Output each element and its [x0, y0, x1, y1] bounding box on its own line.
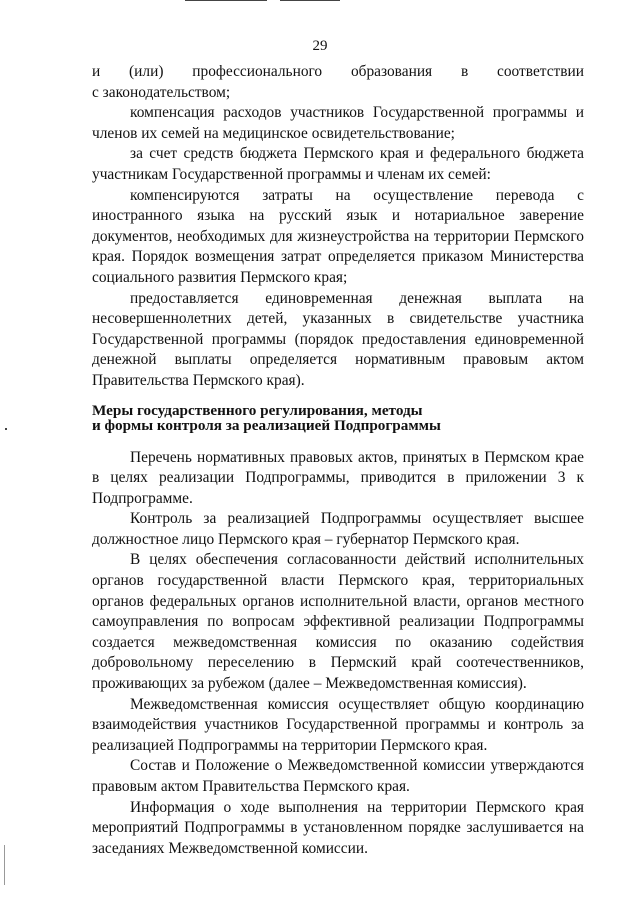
document-body — [92, 62, 584, 859]
scan-edge-line — [280, 0, 340, 1]
paragraph: В целях обеспечения согласованности действий исполнительных органов государственной власти Пермского края, территориальных органов федеральных органов исполнительной власти, органов местного самоуправления по вопросам эффективной реализации Подпрограммы создается межведомственная комиссия по оказанию содействия добровольному переселению в Пермский край соотечественников, проживающих за рубежом (далее – Межведомственная комиссия). — [92, 551, 584, 693]
paragraph: и (или) профессионального образования в соответствии — [92, 63, 584, 80]
section-heading-line: и формы контроля за реализацией Подпрограммы — [92, 417, 441, 434]
paragraph: Информация о ходе выполнения на территории Пермского края мероприятий Подпрограммы в установленном порядке заслушивается на заседаниях Межведомственной комиссии. — [92, 798, 584, 857]
paragraph: Состав и Положение о Межведомственной комиссии утверждаются правовым актом Правительства Пермского края. — [92, 757, 584, 795]
paragraph: с законодательством; — [92, 83, 231, 101]
paragraph: предоставляется единовременная денежная выплата на несовершеннолетних детей, указанных в свидетельстве участника Государственной программы (порядок предоставления единовременной денежной выплаты определяется нормативным правовым актом Правительства Пермского края). — [92, 289, 584, 389]
paragraph: компенсируются затраты на осуществление перевода с иностранного языка на русский язык и нотариальное заверение документов, необходимых для жизнеустройства на территории Пермского края. Порядок возмещения затрат определяется приказом Министерства социального развития Пермского края; — [92, 186, 584, 286]
scan-dot — [5, 428, 7, 430]
paragraph: за счет средств бюджета Пермского края и федерального бюджета участникам Государственной программы и членам их семей: — [92, 145, 584, 183]
page-number: 29 — [312, 38, 328, 54]
scan-edge-line — [185, 0, 267, 1]
section-heading — [92, 403, 584, 434]
paragraph: Контроль за реализацией Подпрограммы осуществляет высшее должностное лицо Пермского края – губернатор Пермского края. — [92, 510, 584, 548]
scan-edge-line — [4, 845, 5, 885]
section-heading-line: Меры государственного регулирования, методы — [92, 401, 423, 419]
paragraph: Перечень нормативных правовых актов, принятых в Пермском крае в целях реализации Подпрограммы, приводится в приложении 3 к Подпрограмме. — [92, 448, 584, 507]
paragraph: компенсация расходов участников Государственной программы и членов их семей на медицинское освидетельствование; — [92, 104, 584, 142]
paragraph: Межведомственная комиссия осуществляет общую координацию взаимодействия участников Государственной программы и контроль за реализацией Подпрограммы на территории Пермского края. — [92, 695, 584, 754]
